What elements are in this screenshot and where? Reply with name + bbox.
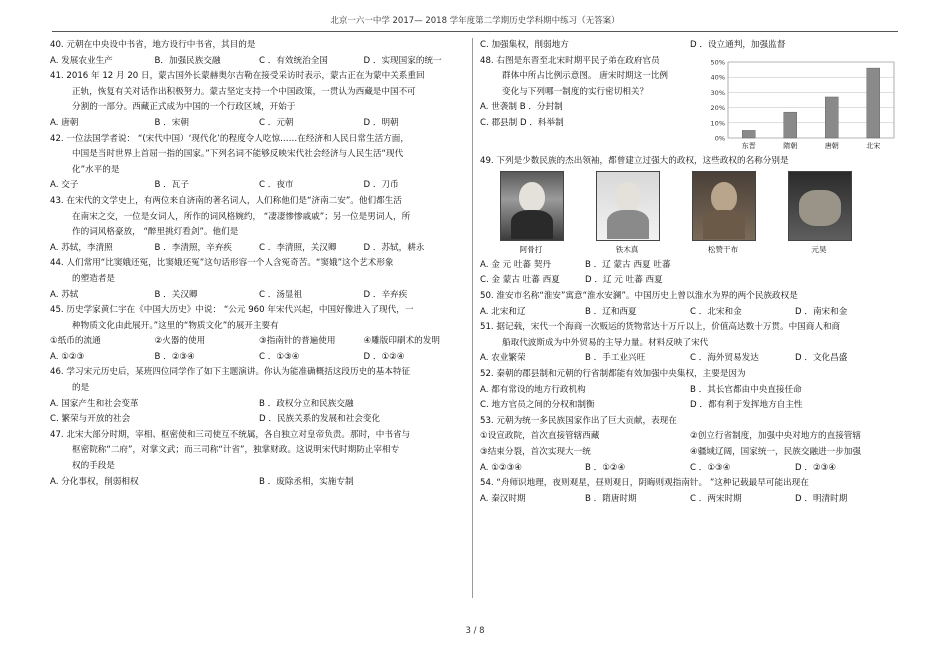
question-text: 的是: [72, 383, 90, 394]
answer-option: B ．隋唐时期: [585, 493, 637, 504]
q48-line: 48. 右图是东晋至北宋时期平民子弟在政府官员: [480, 55, 660, 66]
q48-line: 变化与下列哪一制度的实行密切相关？: [502, 86, 649, 97]
answer-option: ③结束分裂，首次实现大一统: [480, 446, 591, 457]
answer-option: ②火器的使用: [154, 336, 206, 347]
question-stem: 46. 学习宋元历史后，某班四位同学作了如下主题演讲。你认为能准确概括这段历史的基本特征: [50, 367, 411, 378]
answer-option: B ．②③④: [154, 351, 195, 362]
question-stem: 42. 一位法国学者说： “(宋代中国）‘现代化’的程度令人吃惊……在经济和人民日常生活方面，: [50, 133, 409, 144]
answer-option: D ．文化昌盛: [795, 353, 848, 364]
answer-option: [795, 273, 900, 289]
options-row: [480, 398, 900, 414]
options-row: [50, 475, 468, 491]
answer-option: D ．明朝: [363, 117, 399, 128]
q49-stem: 49. 下列是少数民族的杰出领袖，都曾建立过强大的政权，这些政权的名称分别是: [480, 155, 789, 166]
options-row: [50, 288, 468, 304]
header-rule: [52, 31, 898, 32]
answer-option: C ．汤显祖: [259, 289, 303, 300]
answer-option: B ．①②④: [585, 462, 626, 473]
answer-option: C ．两宋时期: [690, 493, 742, 504]
answer-option: B．加强民族交融: [154, 55, 221, 66]
question-stem: 50. 淮安市名称“淮安”寓意“淮水安澜”。中国历史上曾以淮水为界的两个民族政权是: [480, 290, 798, 301]
question-text: 正轨，恢复有关对话作出积极努力。蒙古坚定支持一个中国政策，一贯认为西藏是中国不可: [72, 86, 416, 97]
answer-option: B ．瓦子: [154, 180, 189, 191]
question-stem: 52. 秦朝的郡县制和元朝的行省制都能有效加强中央集权，主要是因为: [480, 368, 746, 379]
answer-option: C. 加强集权，削弱地方: [480, 40, 569, 50]
portrait-image: [788, 171, 852, 241]
options-row: [480, 461, 900, 477]
y-tick-label: 0%: [714, 134, 725, 143]
x-tick-label: 东晋: [741, 141, 756, 150]
question-stem: 44. 人们常用“比窦娥还冤，比窦娥还冤”这句话形容一个人含冤奇苦。“窦娥”这个艺术形象: [50, 258, 394, 269]
answer-option: A. 分化事权，削弱相权: [50, 476, 139, 487]
answer-option: ②创立行省制度，加强中央对地方的直接管辖: [690, 431, 861, 442]
portrait-caption: 元昊: [811, 245, 827, 255]
options-row: [50, 397, 468, 413]
answer-option: B ．废除丞相，实施专制: [259, 476, 354, 487]
answer-option: A. 发展农业生产: [50, 55, 113, 66]
answer-option: A. 苏轼，李清照: [50, 242, 113, 253]
answer-option: D ．辛弃疾: [363, 289, 408, 300]
options-row: [480, 492, 900, 508]
question-text: 种物质文化由此展开。”这里的“物质文化”的展开主要有: [72, 320, 279, 331]
bar-北宋: [867, 68, 880, 138]
answer-option: B ．辽和西夏: [585, 306, 637, 317]
answer-option: B ．关汉卿: [154, 289, 198, 300]
answer-option: C ．李清照，关汉卿: [259, 242, 337, 253]
answer-option: D ．苏轼，耕永: [363, 242, 425, 253]
answer-option: D ．①②④: [363, 351, 405, 362]
portrait-yuanhao: [788, 171, 850, 258]
answer-option: D ．明清时期: [795, 493, 848, 504]
options-row: [50, 54, 468, 70]
answer-option: A. 都有常设的地方行政机构: [480, 384, 586, 395]
question-stem: 41. 2016 年 12 月 20 日，蒙古国外长蒙赫奥尔吉勒在接受采访时表示，蒙古正在为蒙中关系重回: [50, 71, 425, 82]
proportion-bar-chart: [702, 54, 898, 154]
options-row: [50, 241, 468, 257]
x-tick-label: 隋朝: [783, 141, 798, 150]
question-text: 枢密院称“二府”，对掌文武；而三司称“计省”，独掌财政。这说明宋代时期防止宰相专: [72, 445, 400, 456]
answer-option: ④疆域辽阔，国家统一，民族交融进一步加强: [690, 446, 861, 457]
options-row: [50, 334, 468, 350]
answer-option: D ．南宋和金: [795, 306, 848, 317]
x-tick-label: 北宋: [866, 141, 881, 150]
options-row: [50, 116, 468, 132]
q48-option: C. 郡县制 D ．科举制: [480, 117, 564, 128]
question-text: 分割的一部分。西藏正式成为中国的一个行政区域，开始于: [72, 102, 296, 113]
answer-option: C ．①③④: [259, 351, 300, 362]
y-tick-label: 40%: [710, 73, 725, 82]
column-divider: [472, 38, 473, 598]
right-column: [480, 38, 900, 507]
answer-option: C. 繁荣与开放的社会: [50, 414, 131, 425]
answer-option: A. 交子: [50, 180, 79, 191]
answer-option: D ．②③④: [795, 462, 837, 473]
answer-option: D ．设立通判，加强监督: [690, 40, 786, 50]
options-row: [50, 178, 468, 194]
y-tick-label: 50%: [710, 58, 725, 67]
portrait-aguda: [500, 171, 562, 258]
y-tick-label: 30%: [710, 88, 725, 97]
bar-东晋: [742, 130, 755, 138]
question-text: 在南宋之交，一位是女词人，所作的词风格婉约， “凄凄惨惨戚戚”；另一位是男词人，所: [72, 211, 411, 222]
options-row: [480, 351, 900, 367]
portrait-songtsen: [692, 171, 754, 258]
answer-option: A. 秦汉时期: [480, 493, 526, 504]
options-row: [480, 429, 900, 445]
answer-option: ③指南针的普遍使用: [259, 336, 336, 347]
answer-option: A. 北宋和辽: [480, 306, 526, 317]
options-row: [480, 38, 900, 54]
portrait-image: [596, 171, 660, 241]
answer-option: B ．辽 蒙古 西夏 吐蕃: [585, 259, 671, 270]
question-stem: 51. 据记载，宋代一个海商一次贩运的货物常达十万斤以上，价值高达数十万贯。中国商人和商: [480, 322, 841, 333]
portrait-temujin: [596, 171, 658, 258]
answer-option: ①设宣政院，首次直接管辖西藏: [480, 431, 600, 442]
question-text: 作的词风格豪放， “醉里挑灯看剑”。他们是: [72, 227, 239, 238]
answer-option: D ．都有利于发挥地方自主性: [690, 400, 803, 411]
options-row: [50, 412, 468, 428]
portrait-image: [500, 171, 564, 241]
answer-option: B ．宋朝: [154, 117, 189, 128]
answer-option: [690, 273, 795, 289]
options-row: [480, 445, 900, 461]
answer-option: C ．有效统治全国: [259, 55, 328, 66]
answer-option: A. 苏轼: [50, 289, 79, 300]
answer-option: B ．手工业兴旺: [585, 353, 646, 364]
answer-option: A. 金 元 吐蕃 契丹: [480, 259, 551, 270]
q48-option: A. 世袭制 B ．分封制: [480, 102, 563, 113]
answer-option: A. ①②③: [50, 351, 85, 362]
question-text: 的塑造者是: [72, 273, 115, 284]
answer-option: A. ①②③④: [480, 462, 523, 473]
page-number: 3 / 8: [465, 626, 485, 636]
answer-option: A. 农业繁荣: [480, 353, 526, 364]
answer-option: A. 国家产生和社会变革: [50, 398, 139, 409]
answer-option: C ．海外贸易发达: [690, 353, 759, 364]
answer-option: A. 唐朝: [50, 117, 79, 128]
question-stem: 53. 元朝为统一多民族国家作出了巨大贡献，表现在: [480, 415, 677, 426]
answer-option: ①纸币的流通: [50, 336, 101, 347]
question-stem: 47. 北宋大部分时期，宰相、枢密使和三司使互不统属，各自独立对皇帝负责。那时，中书省与: [50, 429, 411, 440]
answer-option: B ．李清照，辛弃疾: [154, 242, 232, 253]
question-48: [480, 54, 900, 154]
q48-line: 群体中所占比例示意图。 唐宋时期这一比例: [502, 71, 669, 82]
question-stem: 45. 历史学家黄仁宇在《中国大历史》中说： “公元 960 年宋代兴起，中国好像进入了现代，一: [50, 305, 414, 316]
answer-option: B ．其长官都由中央直接任命: [690, 384, 802, 395]
page-header: 北京一六一中学 2017— 2018 学年度第二学期历史学科期中练习（无答案）: [330, 16, 620, 26]
answer-option: D ．刀币: [363, 180, 399, 191]
portrait-caption: 阿骨打: [519, 245, 543, 255]
answer-option: D ．民族关系的发展和社会变化: [259, 414, 381, 425]
answer-option: C ．夜市: [259, 180, 294, 191]
bar-唐朝: [825, 97, 838, 138]
answer-option: D ．辽 元 吐蕃 西夏: [585, 275, 663, 286]
answer-option: C. 地方官员之间的分权和制衡: [480, 400, 595, 411]
portrait-caption: 松赞干布: [707, 245, 739, 255]
answer-option: B ．政权分立和民族交融: [259, 398, 354, 409]
answer-option: C ．元朝: [259, 117, 294, 128]
question-stem: 43. 在宋代的文学史上，有两位来自济南的著名词人，人们称他们是“济南二安”。他们都生活: [50, 195, 402, 206]
leader-portraits: [500, 171, 850, 258]
x-tick-label: 唐朝: [824, 141, 839, 150]
answer-option: C. 金 蒙古 吐蕃 西夏: [480, 275, 560, 286]
options-row: [480, 383, 900, 399]
left-column: [50, 38, 468, 490]
answer-option: C ．①③④: [690, 462, 731, 473]
options-row: [480, 305, 900, 321]
answer-option: D ．实现国家的统一: [363, 55, 442, 66]
options-row: [480, 273, 900, 289]
options-row: [50, 350, 468, 366]
y-tick-label: 10%: [710, 118, 725, 127]
portrait-image: [692, 171, 756, 241]
answer-option: C ．北宋和金: [690, 306, 742, 317]
options-row: [480, 258, 900, 274]
bar-隋朝: [784, 112, 797, 138]
answer-option: [795, 258, 900, 274]
answer-option: [690, 258, 795, 274]
question-stem: 54. “舟师识地理，夜则观星，昼则观日，阴晦则观指南针。 ”这种记载最早可能出现在: [480, 478, 809, 489]
question-stem: 40. 元朝在中央设中书省，地方设行中书省，其目的是: [50, 40, 256, 50]
portrait-caption: 铁木真: [615, 245, 639, 255]
y-tick-label: 20%: [710, 103, 725, 112]
question-text: 化”水平的是: [72, 164, 120, 175]
answer-option: ④雕版印刷术的发明: [363, 336, 440, 347]
question-text: 权的手段是: [72, 461, 115, 472]
question-text: 中国是当时世界上首屈一指的国家。”下列名词不能够反映宋代社会经济与人民生活“现代: [72, 149, 404, 160]
question-text: 船取代波斯成为中外贸易的主导力量。材料反映了宋代: [502, 337, 709, 348]
